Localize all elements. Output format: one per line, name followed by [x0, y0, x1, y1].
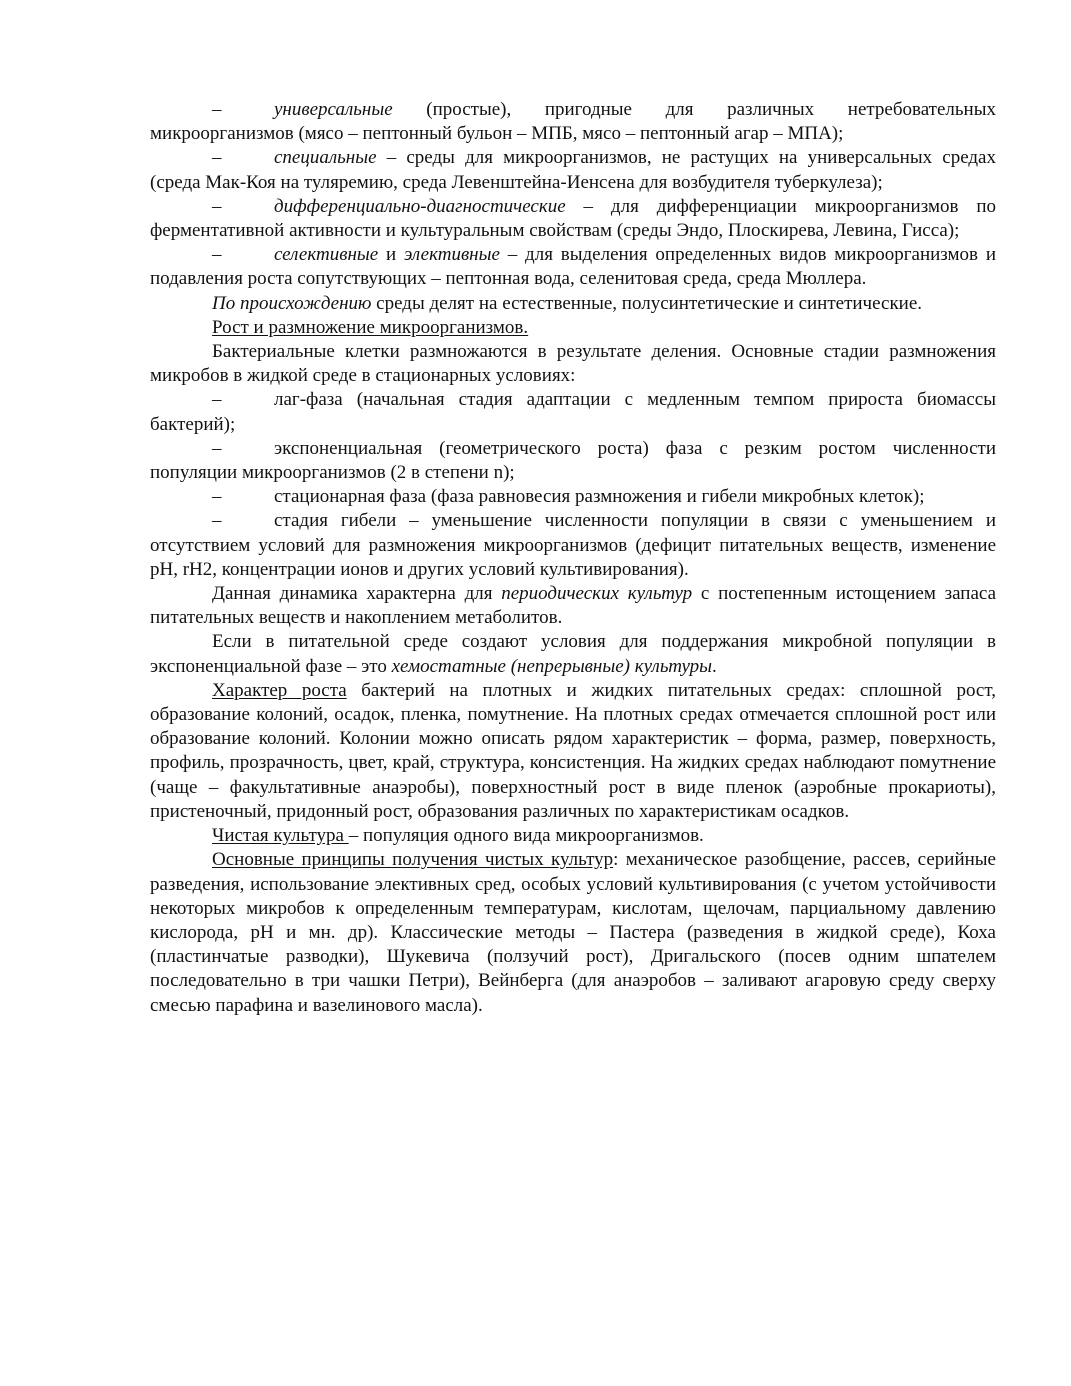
paragraph-text: . [712, 655, 717, 677]
list-item-text: (простые), пригодные для различных нетребовательных микроорганизмов (мясо – пептонный бульон – МПБ, мясо – пептонный агар – МПА); [150, 99, 996, 145]
list-item-text: – для выделения определенных видов микроорганизмов и подавления роста сопутствующих – пептонная вода, селенитовая среда, среда Мюллера. [150, 244, 996, 290]
term-italic: специальные [274, 147, 377, 169]
paragraph-text: бактерий на плотных и жидких питательных средах: сплошной рост, образование колоний, осадок, пленка, помутнение. На плотных средах отмечается сплошной рост или образование колоний. Колонии можно описать рядом характеристик – форма, размер, поверхность, профиль, прозрачность, цвет, край, структура, консистенция. На жидких средах наблюдают помутнение (чаще – факультативные анаэробы), поверхностный рост в виде пленок (аэробные прокариоты), пристеночный, придонный рост, образования различных по характеристикам осадков. [150, 679, 996, 822]
paragraph-text: Если в питательной среде создают условия для поддержания микробной популяции в экспоненциальной фазе – это [150, 631, 996, 677]
list-item-text: лаг-фаза (начальная стадия адаптации с медленным темпом прироста биомассы бактерий); [150, 389, 996, 435]
dash-marker: – [212, 486, 222, 508]
term-italic: селективные [274, 244, 379, 266]
term-underlined: Характер роста [212, 679, 347, 701]
dash-marker: – [212, 510, 222, 532]
paragraph-origin [150, 292, 996, 316]
list-item-universal [150, 98, 996, 146]
paragraph-pure-culture-principles [150, 848, 996, 1017]
paragraph-periodic-cultures [150, 582, 996, 630]
document-page [150, 98, 996, 1018]
list-item-text: стадия гибели – уменьшение численности популяции в связи с уменьшением и отсутствием условий для размножения микроорганизмов (дефицит питательных веществ, изменение pH, rH2, концентрации ионов и других условий культивирования). [150, 510, 996, 580]
section-heading-text: Рост и размножение микроорганизмов. [212, 316, 529, 338]
list-item-text: стационарная фаза (фаза равновесия размножения и гибели микробных клеток); [274, 486, 925, 508]
term-italic: универсальные [274, 99, 393, 120]
list-item-special [150, 146, 996, 194]
paragraph-text: среды делят на естественные, полусинтетические и синтетические. [371, 292, 923, 314]
term-italic: По происхождению [212, 292, 372, 314]
list-item-text: – для дифференциации микроорганизмов по ферментативной активности и культуральным свойствам (среды Эндо, Плоскирева, Левина, Гисса); [150, 195, 996, 242]
list-item-text: и [378, 244, 404, 266]
paragraph-text: : механическое разобщение, рассев, серийные разведения, использование элективных сред, особых условий культивирования (с учетом устойчивости некоторых микробов к определенным температурам, кислотам, щелочам, парциальному давлению кислорода, pH и мн. др). Классические методы – Пастера (разведения в жидкой среде), Коха (пластинчатые разводки), Шукевича (ползучий рост), Дригальского (посев одним шпателем последовательно в три чашки Петри), Вейнберга (для анаэробов – заливают агаровую среду сверху смесью парафина и вазелинового масла). [150, 849, 996, 1016]
paragraph-growth-character [150, 679, 996, 824]
paragraph-pure-culture [150, 824, 996, 848]
paragraph-text: с постепенным истощением запаса питательных веществ и накоплением метаболитов. [150, 583, 997, 629]
term-italic: хемостатные (непрерывные) культуры [391, 655, 713, 677]
paragraph-text: Бактериальные клетки размножаются в результате деления. Основные стадии размножения микробов в жидкой среде в стационарных условиях: [150, 341, 996, 387]
paragraph-text: – популяция одного вида микроорганизмов. [348, 825, 704, 847]
list-item-differential [150, 195, 996, 243]
paragraph-chemostat-cultures [150, 630, 996, 678]
dash-marker: – [212, 195, 222, 217]
term-underlined: Основные принципы получения чистых культур [212, 849, 614, 871]
list-item-exponential-phase [150, 437, 996, 485]
term-underlined: Чистая культура [212, 825, 349, 847]
dash-marker: – [212, 437, 222, 459]
list-item-text: экспоненциальная (геометрического роста) фаза с резким ростом численности популяции микроорганизмов (2 в степени n); [150, 437, 996, 484]
dash-marker: – [212, 147, 222, 169]
term-italic: дифференциально-диагностические [274, 195, 566, 217]
list-item-death-phase [150, 509, 996, 582]
list-item-text: – среды для микроорганизмов, не растущих на универсальных средах (среда Мак-Коя на туляремию, среда Левенштейна-Иенсена для возбудителя туберкулеза); [150, 147, 996, 193]
term-italic: элективные [403, 244, 500, 266]
list-item-lag-phase [150, 388, 996, 436]
list-item-selective [150, 243, 996, 291]
term-italic: периодических культур [501, 583, 693, 605]
section-heading [150, 316, 996, 340]
dash-marker: – [212, 244, 222, 266]
paragraph-text: Данная динамика характерна для [212, 583, 502, 605]
list-item-stationary-phase [150, 485, 996, 509]
dash-marker: – [212, 389, 222, 411]
paragraph-reproduction [150, 340, 996, 388]
dash-marker: – [212, 99, 222, 120]
